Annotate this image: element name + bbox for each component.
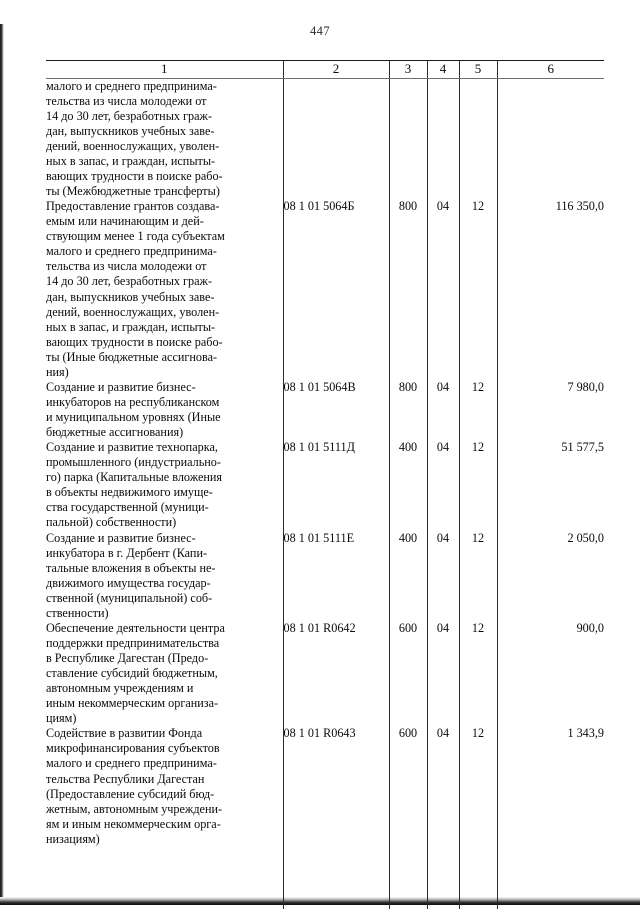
table-header bbox=[46, 61, 604, 79]
cell-expenditure-name: Содействие в развитии Фонда микрофинансирования субъектов малого и среднего предпринима- тельства Республики Дагестан (Предоставление субсидий бюд- жетным, автономным учреждени- ям и иным некоммерческим орга- низациям) bbox=[46, 726, 223, 846]
cell-target-code bbox=[283, 78, 389, 199]
cell-expense-type: 400 bbox=[389, 440, 427, 530]
cell-subsection: 12 bbox=[459, 531, 497, 621]
cell-amount: 900,0 bbox=[497, 621, 604, 726]
cell-amount: 2 050,0 bbox=[497, 531, 604, 621]
cell-expense-type: 600 bbox=[389, 621, 427, 726]
table-row bbox=[46, 199, 604, 380]
page-number: 447 bbox=[310, 24, 330, 38]
cell-expenditure-name: Создание и развитие технопарка, промышленного (индустриально- го) парка (Капитальные вложения в объекты недвижимого имуще- ства государственной (муници- пальной) собственности) bbox=[46, 440, 223, 530]
column-header-2: 2 bbox=[283, 61, 389, 79]
cell-amount: 51 577,5 bbox=[497, 440, 604, 530]
cell-expense-type: 800 bbox=[389, 380, 427, 440]
cell-target-code: 08 1 01 5064Б bbox=[283, 199, 389, 380]
budget-table bbox=[46, 60, 604, 909]
cell-amount: 1 343,9 bbox=[497, 726, 604, 847]
table-tail-spacer bbox=[46, 847, 604, 909]
table-header-row bbox=[46, 61, 604, 79]
cell-expense-type bbox=[389, 78, 427, 199]
cell-target-code: 08 1 01 5064В bbox=[283, 380, 389, 440]
cell-expenditure-name: Обеспечение деятельности центра поддержки предпринимательства в Республике Дагестан (Предо- ставление субсидий бюджетным, автономным учреждениям и иным некоммерческим организа- циям) bbox=[46, 620, 225, 726]
cell-target-code: 08 1 01 5111Д bbox=[283, 440, 389, 530]
cell-section: 04 bbox=[427, 199, 459, 380]
tail-cell bbox=[427, 847, 459, 909]
cell-amount: 7 980,0 bbox=[497, 380, 604, 440]
column-header-5: 5 bbox=[459, 61, 497, 79]
tail-cell bbox=[389, 847, 427, 909]
tail-cell bbox=[497, 847, 604, 909]
cell-expenditure-name: малого и среднего предпринима- тельства из числа молодежи от 14 до 30 лет, безработных граж- дан, выпускников учебных заве- дений, военнослужащих, уволен- ных в запас, и граждан, испыты- вающих трудности в поиске рабо- ты (Межбюджетные трансферты) bbox=[46, 78, 223, 199]
tail-cell bbox=[459, 847, 497, 909]
cell-subsection: 12 bbox=[459, 726, 497, 847]
column-header-4: 4 bbox=[427, 61, 459, 79]
cell-expenditure-name: Создание и развитие бизнес- инкубаторов на республиканском и муниципальном уровнях (Иные бюджетные ассигнования) bbox=[46, 379, 221, 440]
cell-section: 04 bbox=[427, 440, 459, 530]
table-body bbox=[46, 78, 604, 909]
cell-section: 04 bbox=[427, 380, 459, 440]
cell-target-code: 08 1 01 5111Е bbox=[283, 531, 389, 621]
cell-subsection: 12 bbox=[459, 440, 497, 530]
cell-subsection bbox=[459, 78, 497, 199]
cell-subsection: 12 bbox=[459, 199, 497, 380]
tail-cell bbox=[283, 847, 389, 909]
cell-expenditure-name: Предоставление грантов создава- емым или начинающим и дей- ствующим менее 1 года субъектам малого и среднего предпринима- тельства из числа молодежи от 14 до 30 лет, безработных граж- дан, выпускников учебных заве- дений, военнослужащих, уволен- ных в запас, и граждан, испыты- вающих трудности в поиске рабо- ты (Иные бюджетные ассигнова- ния) bbox=[46, 199, 225, 379]
cell-expenditure-name: Создание и развитие бизнес- инкубатора в г. Дербент (Капи- тальные вложения в объекты не- движимого имущества государ- ственной (муниципальной) соб- ственности) bbox=[46, 530, 216, 620]
scan-edge-left bbox=[0, 0, 4, 905]
cell-section: 04 bbox=[427, 621, 459, 726]
cell-section: 04 bbox=[427, 531, 459, 621]
cell-expense-type: 800 bbox=[389, 199, 427, 380]
scan-edge-top-left-corner bbox=[0, 0, 10, 24]
cell-target-code: 08 1 01 R0642 bbox=[283, 621, 389, 726]
cell-section: 04 bbox=[427, 726, 459, 847]
table-row bbox=[46, 440, 604, 530]
cell-amount: 116 350,0 bbox=[497, 199, 604, 380]
table-row bbox=[46, 531, 604, 621]
cell-target-code: 08 1 01 R0643 bbox=[283, 726, 389, 847]
table-row bbox=[46, 726, 604, 847]
column-header-1: 1 bbox=[46, 61, 283, 79]
cell-subsection: 12 bbox=[459, 380, 497, 440]
cell-subsection: 12 bbox=[459, 621, 497, 726]
cell-expense-type: 400 bbox=[389, 531, 427, 621]
table-row bbox=[46, 621, 604, 726]
cell-expense-type: 600 bbox=[389, 726, 427, 847]
cell-amount bbox=[497, 78, 604, 199]
budget-table-container bbox=[46, 60, 604, 909]
cell-section bbox=[427, 78, 459, 199]
column-header-6: 6 bbox=[497, 61, 604, 79]
tail-cell bbox=[46, 847, 283, 909]
table-row bbox=[46, 380, 604, 440]
table-row bbox=[46, 78, 604, 199]
column-header-3: 3 bbox=[389, 61, 427, 79]
